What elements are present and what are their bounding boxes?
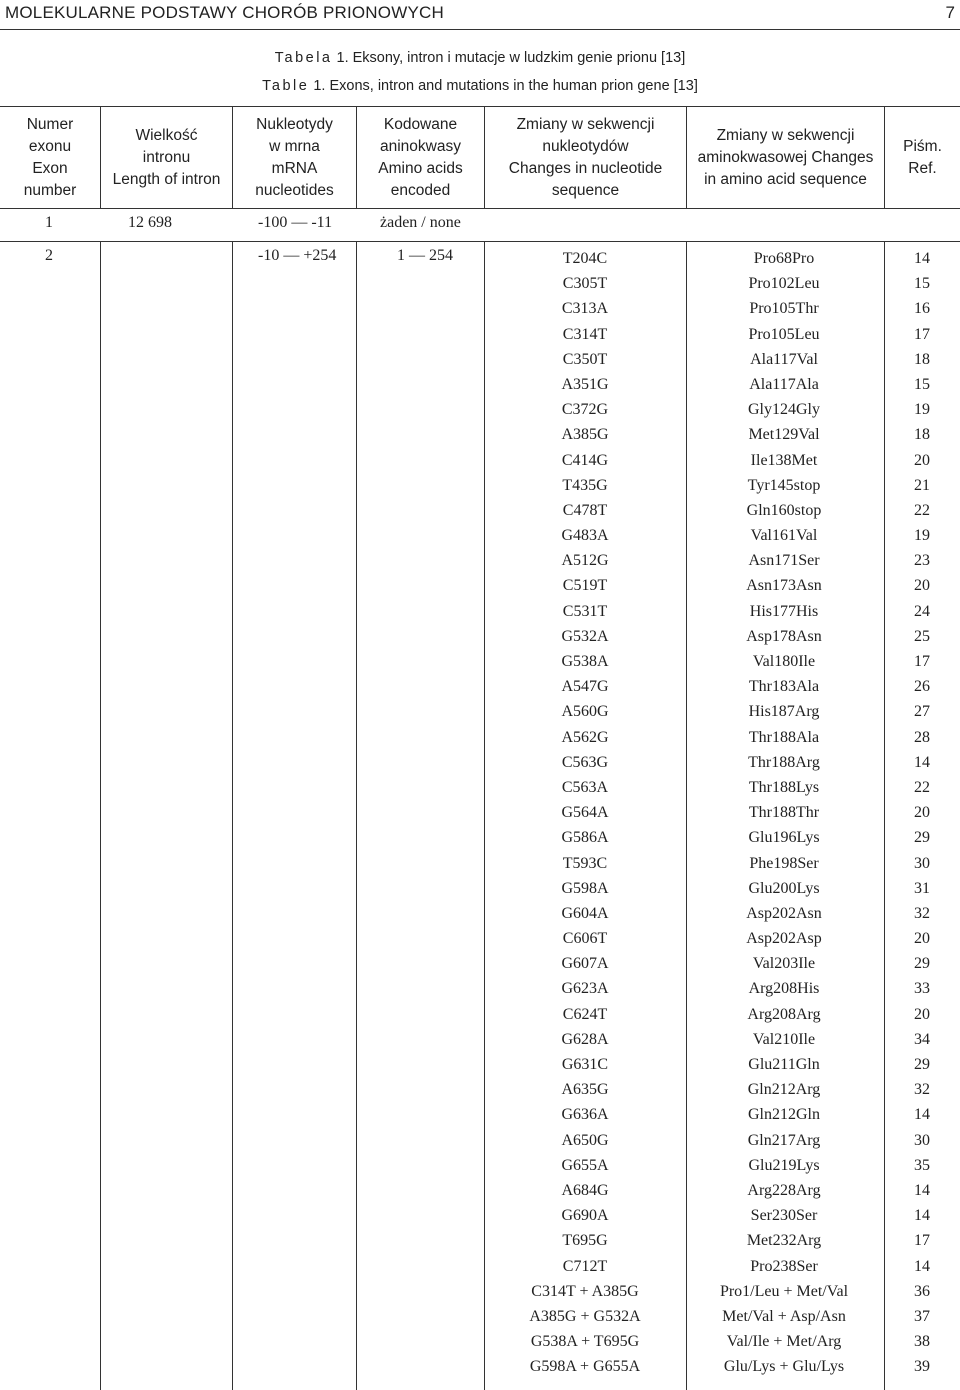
nucleotide-change: G483A [561, 527, 609, 545]
amino-acid-change: Thr188Arg [748, 753, 820, 771]
nucleotide-change: A547G [561, 678, 609, 696]
amino-acid-change: Asn173Asn [746, 577, 822, 595]
caption-text-pl: 1. Eksony, intron i mutacje w ludzkim genie prionu [13] [336, 50, 686, 66]
amino-acid-change: Tyr145stop [747, 476, 821, 494]
nucleotide-change: C606T [562, 930, 608, 948]
nucleotide-change: G655A [561, 1156, 609, 1174]
reference-number: 19 [914, 401, 930, 419]
caption-text-en: 1. Exons, intron and mutations in the human prion gene [13] [313, 78, 698, 94]
reference-number: 20 [914, 1005, 930, 1023]
mutation-row [0, 674, 960, 699]
reference-number: 24 [914, 602, 930, 620]
amino-acid-change: Gln160stop [746, 501, 822, 519]
nucleotide-change: T695G [562, 1232, 608, 1250]
caption-label-pl: Tabela [274, 50, 333, 66]
amino-acid-change: Pro1/Leu + Met/Val [719, 1282, 849, 1300]
amino-acid-change: Val210Ile [752, 1030, 816, 1048]
amino-acid-change: Glu219Lys [748, 1156, 820, 1174]
nucleotide-change: G604A [561, 904, 609, 922]
amino-acid-change: Val180Ile [752, 653, 816, 670]
nucleotide-change: C624T [562, 1005, 608, 1023]
nucleotide-change: A351G [561, 375, 609, 393]
nucleotide-change: C519T [562, 577, 608, 595]
header-references: Piśm. Ref. [903, 137, 942, 177]
nucleotide-change: G631C [561, 1056, 609, 1073]
nucleotide-change: C372G [561, 401, 609, 419]
mutation-row [0, 851, 960, 876]
reference-number: 14 [914, 250, 930, 267]
reference-number: 21 [914, 476, 930, 494]
exon1-bottom-rule [0, 241, 960, 242]
mutation-row [0, 1052, 960, 1077]
cell-exon-number: 1 [45, 214, 53, 231]
nucleotide-change: C314T + A385G [531, 1282, 639, 1300]
reference-number: 26 [914, 678, 930, 696]
reference-number: 14 [914, 1106, 930, 1124]
amino-acid-change: Arg208His [748, 980, 820, 998]
reference-number: 37 [914, 1307, 930, 1325]
mutation-row [0, 725, 960, 750]
mutation-row [0, 901, 960, 926]
reference-number: 29 [914, 955, 930, 973]
mutation-row [0, 397, 960, 422]
nucleotide-change: G690A [561, 1207, 609, 1225]
amino-acid-change: Thr188Thr [748, 804, 820, 822]
reference-number: 29 [914, 1056, 930, 1073]
amino-acid-change: Thr188Ala [748, 728, 820, 746]
amino-acid-change: Thr188Lys [748, 778, 820, 796]
amino-acid-change: Gln212Arg [747, 1081, 821, 1099]
nucleotide-change: G598A [561, 879, 609, 897]
reference-number: 20 [914, 930, 930, 948]
running-head-title: MOLEKULARNE PODSTAWY CHORÓB PRIONOWYCH [5, 3, 444, 22]
reference-number: 14 [914, 753, 930, 771]
amino-acid-change: Glu/Lys + Glu/Lys [723, 1358, 845, 1376]
amino-acid-change: Arg228Arg [747, 1181, 821, 1199]
reference-number: 31 [914, 879, 930, 897]
reference-number: 22 [914, 778, 930, 796]
reference-number: 14 [914, 1181, 930, 1199]
table-caption-english [0, 78, 960, 94]
nucleotide-change: G598A + G655A [529, 1358, 641, 1376]
nucleotide-change: A562G [561, 728, 609, 746]
reference-number: 18 [914, 350, 930, 368]
reference-number: 33 [914, 980, 930, 998]
nucleotide-change: A512G [561, 552, 609, 570]
nucleotide-change: G628A [561, 1030, 609, 1048]
mutation-row [0, 1354, 960, 1379]
amino-acid-change: Met129Val [748, 426, 820, 444]
reference-number: 14 [914, 1207, 930, 1225]
amino-acid-change: Thr183Ala [748, 678, 820, 696]
nucleotide-change: C414G [561, 451, 609, 469]
reference-number: 17 [914, 653, 930, 670]
reference-number: 14 [914, 1257, 930, 1275]
amino-acid-change: Asn171Ser [748, 552, 820, 570]
amino-acid-change: Pro238Ser [750, 1257, 818, 1275]
reference-number: 22 [914, 501, 930, 519]
amino-acid-change: Glu211Gln [748, 1056, 820, 1073]
nucleotide-change: A560G [561, 703, 609, 721]
reference-number: 17 [914, 325, 930, 343]
reference-number: 17 [914, 1232, 930, 1250]
amino-acid-change: Asp178Asn [746, 627, 822, 645]
cell-exon-number: 2 [45, 247, 53, 264]
header-intron-length: Wielkość intronu Length of intron [112, 126, 221, 188]
table-row-exon-1 [0, 214, 960, 238]
amino-acid-change: Gln217Arg [747, 1131, 821, 1149]
table-caption-polish [0, 50, 960, 66]
mutation-row [0, 1002, 960, 1027]
mutation-row [0, 573, 960, 598]
reference-number: 39 [914, 1358, 930, 1376]
nucleotide-change: C313A [561, 300, 609, 318]
mutation-list [0, 246, 960, 1379]
nucleotide-change: A635G [561, 1081, 609, 1099]
mutation-row [0, 1102, 960, 1127]
amino-acid-change: Ala117Val [750, 350, 818, 368]
cell-amino-acids: 1 — 254 [397, 247, 453, 264]
amino-acid-change: Met232Arg [746, 1232, 822, 1250]
amino-acid-change: Asp202Asp [746, 930, 822, 948]
amino-acid-change: Pro68Pro [753, 250, 815, 267]
mutation-row [0, 876, 960, 901]
amino-acid-change: Pro105Thr [749, 300, 819, 318]
nucleotide-change: A385G + G532A [529, 1307, 641, 1325]
header-amino-acid-changes: Zmiany w sekwencji aminokwasowej Changes in amino acid sequence [697, 126, 874, 188]
mutation-row [0, 599, 960, 624]
nucleotide-change: A684G [561, 1181, 609, 1199]
nucleotide-change: G538A [561, 653, 609, 670]
mutation-row [0, 1153, 960, 1178]
nucleotide-change: G586A [561, 829, 609, 847]
nucleotide-change: G607A [561, 955, 609, 973]
amino-acid-change: Gln212Gln [748, 1106, 820, 1124]
reference-number: 27 [914, 703, 930, 721]
nucleotide-change: C712T [562, 1257, 608, 1275]
reference-number: 15 [914, 275, 930, 293]
amino-acid-change: Val161Val [750, 527, 818, 545]
reference-number: 34 [914, 1030, 930, 1048]
running-head [0, 3, 960, 27]
reference-number: 20 [914, 577, 930, 595]
amino-acid-change: His187Arg [748, 703, 820, 721]
caption-label-en: Table [262, 78, 310, 94]
amino-acid-change: Val203Ile [752, 955, 816, 973]
header-bottom-rule [0, 208, 960, 209]
amino-acid-change: His177His [749, 602, 819, 620]
amino-acid-change: Ser230Ser [750, 1207, 818, 1225]
reference-number: 29 [914, 829, 930, 847]
mutation-row [0, 322, 960, 347]
mutation-row [0, 624, 960, 649]
reference-number: 32 [914, 1081, 930, 1099]
mutation-row [0, 372, 960, 397]
amino-acid-change: Glu196Lys [748, 829, 820, 847]
mutation-row [0, 1128, 960, 1153]
mutation-row [0, 750, 960, 775]
nucleotide-change: C531T [562, 602, 608, 620]
mutation-row [0, 1254, 960, 1279]
nucleotide-change: T593C [562, 854, 608, 872]
nucleotide-change: T435G [562, 476, 608, 494]
nucleotide-change: G564A [561, 804, 609, 822]
page-number: 7 [945, 3, 955, 22]
mutation-row [0, 1077, 960, 1102]
reference-number: 23 [914, 552, 930, 570]
mutation-row [0, 271, 960, 296]
reference-number: 30 [914, 1131, 930, 1149]
nucleotide-change: C563G [561, 753, 609, 771]
nucleotide-change: T204C [562, 250, 608, 267]
reference-number: 36 [914, 1282, 930, 1300]
reference-number: 15 [914, 375, 930, 393]
nucleotide-change: A385G [561, 426, 609, 444]
nucleotide-change: G538A + T695G [530, 1333, 640, 1351]
reference-number: 35 [914, 1156, 930, 1174]
nucleotide-change: G532A [561, 627, 609, 645]
mutation-row [0, 473, 960, 498]
nucleotide-change: C305T [562, 275, 608, 293]
nucleotide-change: G636A [561, 1106, 609, 1124]
header-mrna-nucleotides: Nukleotydy w mrna mRNA nucleotides [255, 115, 334, 199]
amino-acid-change: Glu200Lys [748, 879, 820, 897]
mutation-row [0, 422, 960, 447]
mutation-row [0, 246, 960, 271]
mutation-row [0, 1178, 960, 1203]
mutation-row [0, 1203, 960, 1228]
mutation-row [0, 347, 960, 372]
nucleotide-change: G623A [561, 980, 609, 998]
mutation-row [0, 1228, 960, 1253]
reference-number: 20 [914, 804, 930, 822]
reference-number: 20 [914, 451, 930, 469]
reference-number: 18 [914, 426, 930, 444]
mutation-row [0, 926, 960, 951]
header-amino-acids: Kodowane aninokwasy Amino acids encoded [378, 115, 463, 199]
cell-nucleotides: -10 — +254 [258, 247, 337, 264]
header-exon-number: Numer exonu Exon number [23, 115, 77, 199]
nucleotide-change: A650G [561, 1131, 609, 1149]
reference-number: 25 [914, 627, 930, 645]
mutation-row [0, 1329, 960, 1354]
reference-number: 19 [914, 527, 930, 545]
mutation-row [0, 1279, 960, 1304]
mutation-row [0, 296, 960, 321]
mutation-row [0, 523, 960, 548]
mutation-row [0, 548, 960, 573]
amino-acid-change: Val/Ile + Met/Arg [726, 1333, 842, 1351]
reference-number: 32 [914, 904, 930, 922]
mutation-row [0, 800, 960, 825]
mutation-row [0, 1027, 960, 1052]
mutation-row [0, 649, 960, 674]
nucleotide-change: C478T [562, 501, 608, 519]
mutation-row [0, 699, 960, 724]
reference-number: 28 [914, 728, 930, 746]
header-nucleotide-changes: Zmiany w sekwencji nukleotydów Changes in nucleotide sequence [508, 115, 663, 199]
reference-number: 16 [914, 300, 930, 318]
amino-acid-change: Ile138Met [750, 451, 818, 469]
mutation-row [0, 448, 960, 473]
amino-acid-change: Asp202Asn [746, 904, 822, 922]
mutation-row [0, 951, 960, 976]
cell-amino-acids: żaden / none [380, 214, 461, 231]
reference-number: 38 [914, 1333, 930, 1351]
mutation-row [0, 1304, 960, 1329]
nucleotide-change: C314T [562, 325, 608, 343]
amino-acid-change: Gly124Gly [748, 401, 820, 419]
nucleotide-change: C350T [562, 350, 608, 368]
amino-acid-change: Arg208Arg [747, 1005, 821, 1023]
amino-acid-change: Ala117Ala [749, 375, 819, 393]
cell-intron-length: 12 698 [128, 214, 172, 231]
amino-acid-change: Phe198Ser [749, 854, 819, 872]
mutation-row [0, 976, 960, 1001]
reference-number: 30 [914, 854, 930, 872]
nucleotide-change: C563A [561, 778, 609, 796]
mutation-row [0, 498, 960, 523]
mutation-row [0, 825, 960, 850]
mutation-row [0, 775, 960, 800]
amino-acid-change: Met/Val + Asp/Asn [722, 1307, 846, 1325]
amino-acid-change: Pro105Leu [748, 325, 820, 343]
header-rule [0, 29, 960, 30]
amino-acid-change: Pro102Leu [748, 275, 820, 293]
cell-nucleotides: -100 — -11 [258, 214, 333, 231]
